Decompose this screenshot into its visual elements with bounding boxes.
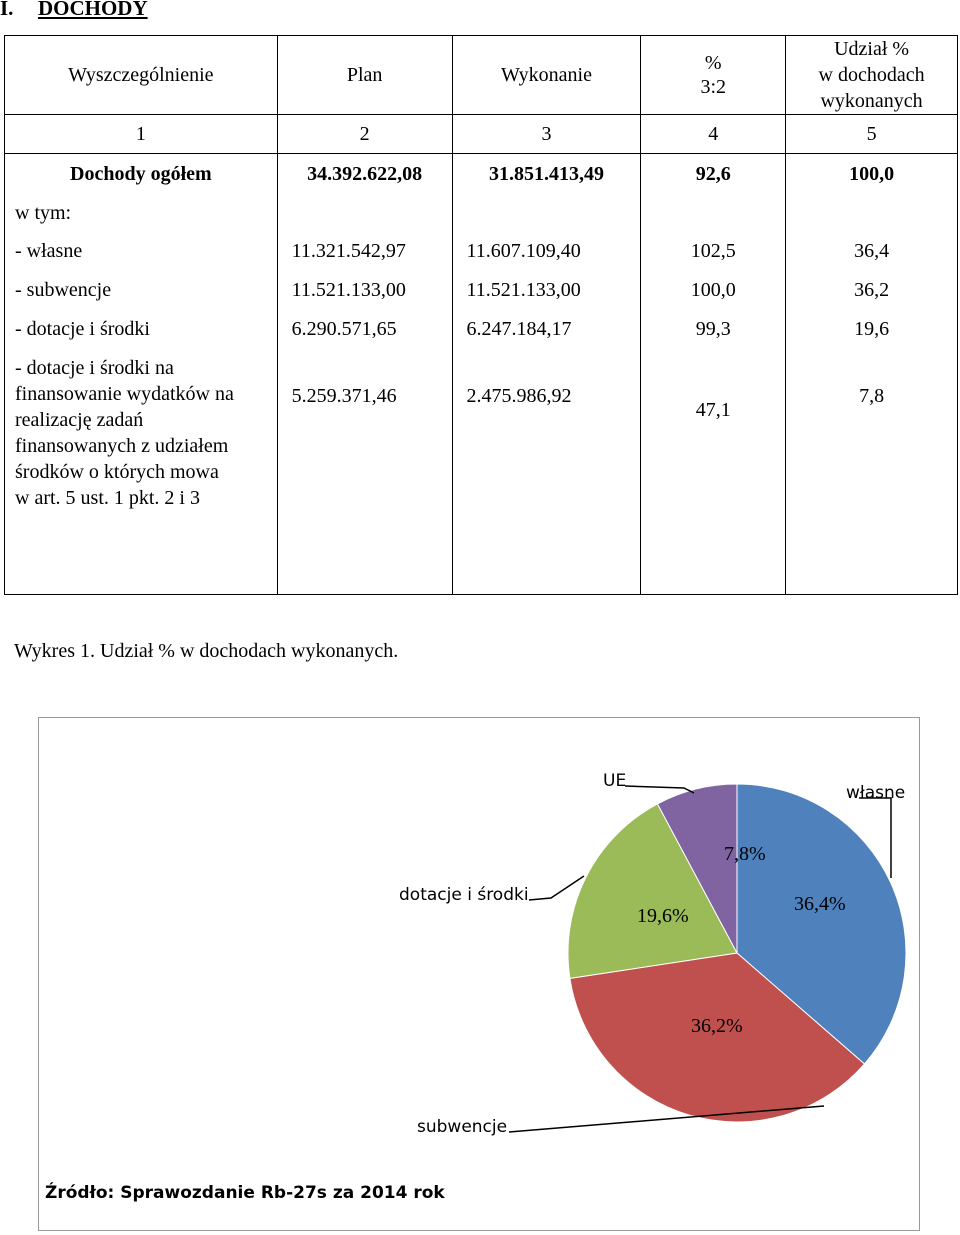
- section-title: DOCHODY: [37, 0, 148, 20]
- row-label: - subwencje: [5, 271, 278, 310]
- chart-caption: Wykres 1. Udział % w dochodach wykonanych.: [14, 640, 399, 662]
- total-label: Dochody ogółem: [5, 154, 278, 195]
- wtym-label: w tym:: [5, 194, 278, 232]
- source-note: Źródło: Sprawozdanie Rb-27s za 2014 rok: [45, 1183, 445, 1203]
- row-pct: 100,0: [641, 271, 786, 310]
- row-wykonanie: 11.607.109,40: [452, 232, 641, 271]
- section-number: I.: [0, 0, 14, 20]
- pie-category-label: UE: [603, 771, 627, 791]
- leader-line-subwencje: [509, 1106, 824, 1132]
- pie-category-label: dotacje i środki: [399, 885, 529, 905]
- pie-chart: [39, 718, 919, 1230]
- row-pct: 47,1: [641, 349, 786, 595]
- row-udzial: 7,8: [786, 349, 958, 595]
- pie-value-label: 36,2%: [691, 1015, 743, 1037]
- header-cell: Wyszczególnienie: [5, 36, 278, 115]
- row-pct: 99,3: [641, 310, 786, 349]
- row-plan: 11.321.542,97: [277, 232, 452, 271]
- income-table: [4, 35, 958, 595]
- table-header-row: [5, 36, 958, 115]
- row-wykonanie: 2.475.986,92: [452, 349, 641, 595]
- column-number: 1: [5, 115, 278, 154]
- row-label: - dotacje i środki: [5, 310, 278, 349]
- column-number: 4: [641, 115, 786, 154]
- pie-value-label: 7,8%: [724, 843, 766, 865]
- pie-value-label: 36,4%: [794, 893, 846, 915]
- row-plan: 6.290.571,65: [277, 310, 452, 349]
- pie-value-label: 19,6%: [637, 905, 689, 927]
- pie-category-label: własne: [846, 783, 906, 803]
- header-cell: Wykonanie: [452, 36, 641, 115]
- table-row: [5, 271, 958, 310]
- total-plan: 34.392.622,08: [277, 154, 452, 195]
- column-number-row: [5, 115, 958, 154]
- column-number: 3: [452, 115, 641, 154]
- total-row: [5, 154, 958, 195]
- pie-chart-frame: [38, 717, 920, 1231]
- table-row: [5, 310, 958, 349]
- total-udzial: 100,0: [786, 154, 958, 195]
- wtym-row: [5, 194, 958, 232]
- row-wykonanie: 11.521.133,00: [452, 271, 641, 310]
- row-udzial: 36,4: [786, 232, 958, 271]
- row-wykonanie: 6.247.184,17: [452, 310, 641, 349]
- row-pct: 102,5: [641, 232, 786, 271]
- total-pct: 92,6: [641, 154, 786, 195]
- row-udzial: 19,6: [786, 310, 958, 349]
- row-label: - własne: [5, 232, 278, 271]
- row-udzial: 36,2: [786, 271, 958, 310]
- header-cell: Udział % w dochodach wykonanych: [786, 36, 958, 115]
- row-plan: 5.259.371,46: [277, 349, 452, 595]
- table-row: [5, 349, 958, 595]
- column-number: 5: [786, 115, 958, 154]
- section-heading: [0, 0, 148, 21]
- header-cell: Plan: [277, 36, 452, 115]
- header-cell: % 3:2: [641, 36, 786, 115]
- row-label: - dotacje i środki na finansowanie wydatków na realizację zadań finansowanych z udziałem środków o których mowa w art. 5 ust. 1 pkt. 2 i 3: [5, 349, 278, 595]
- row-plan: 11.521.133,00: [277, 271, 452, 310]
- table-row: [5, 232, 958, 271]
- total-wykonanie: 31.851.413,49: [452, 154, 641, 195]
- leader-line-dotacje: [529, 876, 584, 900]
- pie-category-label: subwencje: [417, 1117, 508, 1137]
- column-number: 2: [277, 115, 452, 154]
- leader-line-ue: [625, 786, 694, 793]
